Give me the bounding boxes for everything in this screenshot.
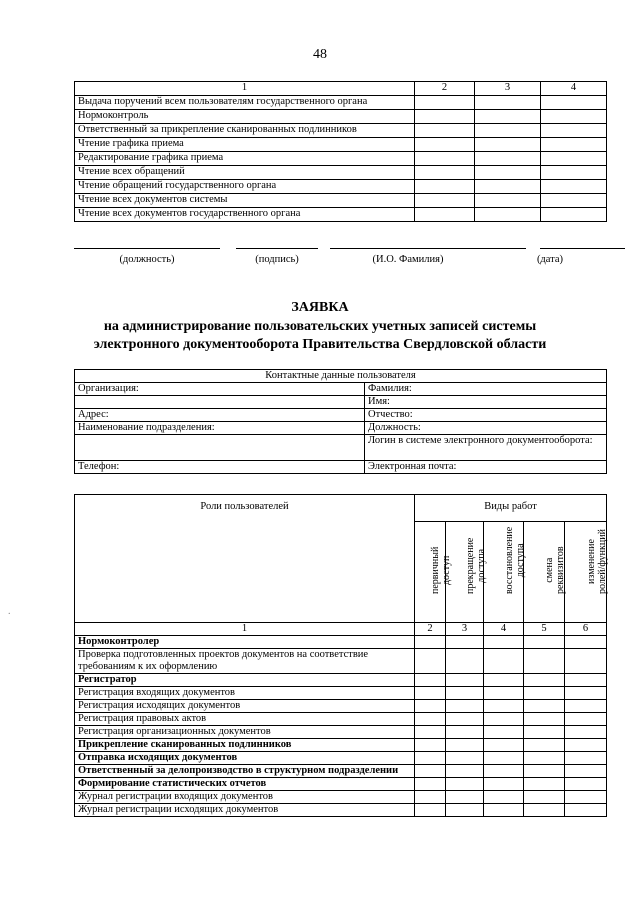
contacts-row	[75, 383, 607, 396]
work-type-checkbox-cell[interactable]	[415, 791, 446, 804]
work-type-header	[524, 522, 565, 623]
top-table-role: Выдача поручений всем пользователям государственного органа	[75, 96, 415, 110]
application-subtitle-line2: электронного документооборота Правительства Свердловской области	[93, 337, 547, 352]
top-table-row	[75, 194, 607, 208]
top-table-empty-cell[interactable]	[415, 152, 475, 166]
work-types-header: Виды работ	[415, 495, 607, 522]
top-table-empty-cell[interactable]	[475, 138, 541, 152]
work-type-checkbox-cell[interactable]	[524, 752, 565, 765]
work-type-header	[484, 522, 524, 623]
top-table-empty-cell[interactable]	[541, 166, 607, 180]
top-table-row	[75, 96, 607, 110]
work-type-checkbox-cell[interactable]	[565, 649, 607, 674]
work-type-checkbox-cell[interactable]	[565, 713, 607, 726]
roles-row	[75, 687, 607, 700]
work-type-checkbox-cell[interactable]	[484, 778, 524, 791]
work-type-label: первичный доступ	[430, 546, 452, 594]
column-number: 3	[446, 623, 484, 636]
role-item: Журнал регистрации исходящих документов	[75, 804, 415, 817]
work-type-checkbox-cell[interactable]	[565, 687, 607, 700]
work-type-checkbox-cell[interactable]	[446, 791, 484, 804]
top-table-role: Нормоконтроль	[75, 110, 415, 124]
work-type-checkbox-cell[interactable]	[565, 636, 607, 649]
work-type-checkbox-cell[interactable]	[524, 674, 565, 687]
work-type-checkbox-cell[interactable]	[446, 765, 484, 778]
work-type-checkbox-cell[interactable]	[446, 726, 484, 739]
work-type-label: смена реквизитов	[544, 546, 566, 594]
roles-row	[75, 713, 607, 726]
work-type-checkbox-cell[interactable]	[524, 804, 565, 817]
work-type-checkbox-cell[interactable]	[484, 713, 524, 726]
role-item: Регистрация исходящих документов	[75, 700, 415, 713]
contact-field-right[interactable]: Логин в системе электронного документооборота:	[365, 435, 607, 461]
work-type-checkbox-cell[interactable]	[524, 649, 565, 674]
signature-label-name: (И.О. Фамилия)	[372, 254, 444, 265]
contacts-row	[75, 461, 607, 474]
top-table-role: Чтение обращений государственного органа	[75, 180, 415, 194]
work-type-checkbox-cell[interactable]	[484, 700, 524, 713]
role-item: Регистрация входящих документов	[75, 687, 415, 700]
contacts-row	[75, 435, 607, 461]
top-table-empty-cell[interactable]	[415, 208, 475, 222]
column-number: 2	[415, 623, 446, 636]
user-roles-table	[74, 494, 607, 817]
top-table-header-cell: 2	[415, 82, 475, 96]
role-item: Журнал регистрации входящих документов	[75, 791, 415, 804]
top-table-empty-cell[interactable]	[415, 180, 475, 194]
top-table-empty-cell[interactable]	[415, 96, 475, 110]
role-permissions-table-continued	[74, 81, 607, 222]
work-type-checkbox-cell[interactable]	[524, 739, 565, 752]
role-group-heading: Формирование статистических отчетов	[75, 778, 415, 791]
contact-field-left[interactable]: Организация:	[75, 383, 365, 396]
work-type-checkbox-cell[interactable]	[484, 649, 524, 674]
contacts-row	[75, 422, 607, 435]
top-table-header-cell: 1	[75, 82, 415, 96]
work-type-checkbox-cell[interactable]	[565, 778, 607, 791]
contacts-row	[75, 409, 607, 422]
signature-label-date: (дата)	[536, 254, 564, 265]
top-table-row	[75, 110, 607, 124]
work-type-checkbox-cell[interactable]	[415, 713, 446, 726]
work-type-checkbox-cell[interactable]	[484, 804, 524, 817]
top-table-row	[75, 166, 607, 180]
contact-field-right[interactable]: Отчество:	[365, 409, 607, 422]
contacts-header: Контактные данные пользователя	[75, 370, 607, 383]
top-table-row	[75, 180, 607, 194]
top-table-header-cell: 3	[475, 82, 541, 96]
top-table-empty-cell[interactable]	[475, 96, 541, 110]
top-table-empty-cell[interactable]	[541, 110, 607, 124]
work-type-checkbox-cell[interactable]	[484, 752, 524, 765]
top-table-empty-cell[interactable]	[541, 138, 607, 152]
work-type-checkbox-cell[interactable]	[565, 726, 607, 739]
top-table-empty-cell[interactable]	[541, 180, 607, 194]
signature-label-sign: (подпись)	[255, 254, 299, 265]
column-number: 1	[75, 623, 415, 636]
work-type-header	[446, 522, 487, 623]
work-type-checkbox-cell[interactable]	[415, 674, 446, 687]
top-table-empty-cell[interactable]	[475, 152, 541, 166]
work-type-checkbox-cell[interactable]	[484, 791, 524, 804]
work-type-checkbox-cell[interactable]	[484, 636, 524, 649]
role-item: Регистрация организационных документов	[75, 726, 415, 739]
work-type-checkbox-cell[interactable]	[565, 791, 607, 804]
contact-field-left[interactable]: Адрес:	[75, 409, 365, 422]
roles-column-header: Роли пользователей	[75, 495, 415, 623]
contacts-row	[75, 396, 607, 409]
work-type-checkbox-cell[interactable]	[415, 726, 446, 739]
top-table-empty-cell[interactable]	[475, 208, 541, 222]
work-type-checkbox-cell[interactable]	[565, 765, 607, 778]
work-type-checkbox-cell[interactable]	[565, 700, 607, 713]
top-table-empty-cell[interactable]	[541, 208, 607, 222]
work-type-checkbox-cell[interactable]	[446, 739, 484, 752]
contact-field-right[interactable]: Имя:	[365, 396, 607, 409]
contact-field-right[interactable]: Электронная почта:	[365, 461, 607, 474]
work-type-checkbox-cell[interactable]	[446, 713, 484, 726]
top-table-row	[75, 152, 607, 166]
top-table-empty-cell[interactable]	[541, 124, 607, 138]
top-table-role: Редактирование графика приема	[75, 152, 415, 166]
page-number: 48	[313, 47, 327, 62]
work-type-checkbox-cell[interactable]	[415, 804, 446, 817]
work-type-checkbox-cell[interactable]	[415, 752, 446, 765]
top-table-empty-cell[interactable]	[415, 166, 475, 180]
roles-row	[75, 804, 607, 817]
work-type-label: восстановление доступа	[503, 526, 526, 594]
top-table-role: Ответственный за прикрепление сканированных подлинников	[75, 124, 415, 138]
work-type-checkbox-cell[interactable]	[524, 791, 565, 804]
contact-field-left[interactable]	[75, 435, 365, 461]
work-type-checkbox-cell[interactable]	[446, 674, 484, 687]
top-table-empty-cell[interactable]	[475, 180, 541, 194]
signature-label-position: (должность)	[119, 254, 175, 265]
role-group-heading: Регистратор	[75, 674, 415, 687]
work-type-checkbox-cell[interactable]	[565, 752, 607, 765]
contact-field-right[interactable]: Должность:	[365, 422, 607, 435]
user-contacts-table	[74, 369, 607, 474]
role-item: Проверка подготовленных проектов документов на соответствие требованиям к их оформлению	[75, 649, 415, 674]
top-table-empty-cell[interactable]	[415, 110, 475, 124]
work-type-checkbox-cell[interactable]	[565, 804, 607, 817]
column-number: 6	[565, 623, 607, 636]
work-type-checkbox-cell[interactable]	[446, 752, 484, 765]
work-type-checkbox-cell[interactable]	[446, 778, 484, 791]
contact-field-left[interactable]: Телефон:	[75, 461, 365, 474]
role-group-heading: Прикрепление сканированных подлинников	[75, 739, 415, 752]
top-table-role: Чтение графика приема	[75, 138, 415, 152]
work-type-checkbox-cell[interactable]	[524, 713, 565, 726]
work-type-checkbox-cell[interactable]	[524, 700, 565, 713]
work-type-checkbox-cell[interactable]	[415, 739, 446, 752]
top-table-empty-cell[interactable]	[415, 194, 475, 208]
signature-line-position	[74, 248, 220, 249]
roles-row	[75, 778, 607, 791]
work-type-checkbox-cell[interactable]	[524, 765, 565, 778]
roles-row	[75, 674, 607, 687]
roles-row	[75, 739, 607, 752]
roles-row	[75, 700, 607, 713]
work-type-checkbox-cell[interactable]	[415, 778, 446, 791]
work-type-checkbox-cell[interactable]	[446, 636, 484, 649]
column-number: 5	[524, 623, 565, 636]
work-type-checkbox-cell[interactable]	[484, 726, 524, 739]
work-type-checkbox-cell[interactable]	[524, 778, 565, 791]
work-type-checkbox-cell[interactable]	[446, 649, 484, 674]
role-group-heading: Отправка исходящих документов	[75, 752, 415, 765]
top-table-empty-cell[interactable]	[475, 194, 541, 208]
work-type-checkbox-cell[interactable]	[415, 700, 446, 713]
margin-mark: .	[8, 606, 11, 617]
roles-row	[75, 752, 607, 765]
work-type-header	[415, 522, 452, 623]
contact-field-left[interactable]: Наименование подразделения:	[75, 422, 365, 435]
column-number: 4	[484, 623, 524, 636]
top-table-row	[75, 208, 607, 222]
top-table-role: Чтение всех обращений	[75, 166, 415, 180]
top-table-empty-cell[interactable]	[541, 194, 607, 208]
work-type-header	[565, 522, 607, 623]
signature-line-sign	[236, 248, 318, 249]
top-table-empty-cell[interactable]	[475, 166, 541, 180]
work-type-checkbox-cell[interactable]	[446, 700, 484, 713]
work-type-label: изменение ролей/функций	[585, 529, 608, 594]
application-title: ЗАЯВКА	[291, 300, 349, 315]
role-item: Регистрация правовых актов	[75, 713, 415, 726]
work-type-checkbox-cell[interactable]	[484, 765, 524, 778]
top-table-header-cell: 4	[541, 82, 607, 96]
top-table-empty-cell[interactable]	[475, 124, 541, 138]
contact-field-left[interactable]	[75, 396, 365, 409]
top-table-role: Чтение всех документов государственного органа	[75, 208, 415, 222]
work-type-checkbox-cell[interactable]	[484, 739, 524, 752]
top-table-empty-cell[interactable]	[415, 138, 475, 152]
work-type-checkbox-cell[interactable]	[484, 674, 524, 687]
roles-row	[75, 636, 607, 649]
work-type-checkbox-cell[interactable]	[565, 674, 607, 687]
work-type-checkbox-cell[interactable]	[446, 687, 484, 700]
top-table-empty-cell[interactable]	[415, 124, 475, 138]
top-table-row	[75, 138, 607, 152]
work-type-checkbox-cell[interactable]	[484, 687, 524, 700]
application-subtitle-line1: на администрирование пользовательских учетных записей системы	[103, 319, 537, 334]
work-type-checkbox-cell[interactable]	[415, 765, 446, 778]
role-group-heading: Ответственный за делопроизводство в структурном подразделении	[75, 765, 415, 778]
top-table-empty-cell[interactable]	[475, 110, 541, 124]
work-type-checkbox-cell[interactable]	[524, 687, 565, 700]
role-group-heading: Нормоконтролер	[75, 636, 415, 649]
roles-row	[75, 791, 607, 804]
contact-field-right[interactable]: Фамилия:	[365, 383, 607, 396]
work-type-checkbox-cell[interactable]	[524, 726, 565, 739]
signature-line-date	[540, 248, 625, 249]
work-type-checkbox-cell[interactable]	[415, 636, 446, 649]
work-type-label: прекращение доступа	[464, 537, 487, 594]
top-table-empty-cell[interactable]	[541, 96, 607, 110]
roles-row	[75, 649, 607, 674]
roles-row	[75, 765, 607, 778]
work-type-checkbox-cell[interactable]	[524, 636, 565, 649]
work-type-checkbox-cell[interactable]	[565, 739, 607, 752]
work-type-checkbox-cell[interactable]	[415, 687, 446, 700]
work-type-checkbox-cell[interactable]	[446, 804, 484, 817]
top-table-empty-cell[interactable]	[541, 152, 607, 166]
work-type-checkbox-cell[interactable]	[415, 649, 446, 674]
top-table-role: Чтение всех документов системы	[75, 194, 415, 208]
top-table-row	[75, 124, 607, 138]
signature-line-name	[330, 248, 526, 249]
roles-row	[75, 726, 607, 739]
